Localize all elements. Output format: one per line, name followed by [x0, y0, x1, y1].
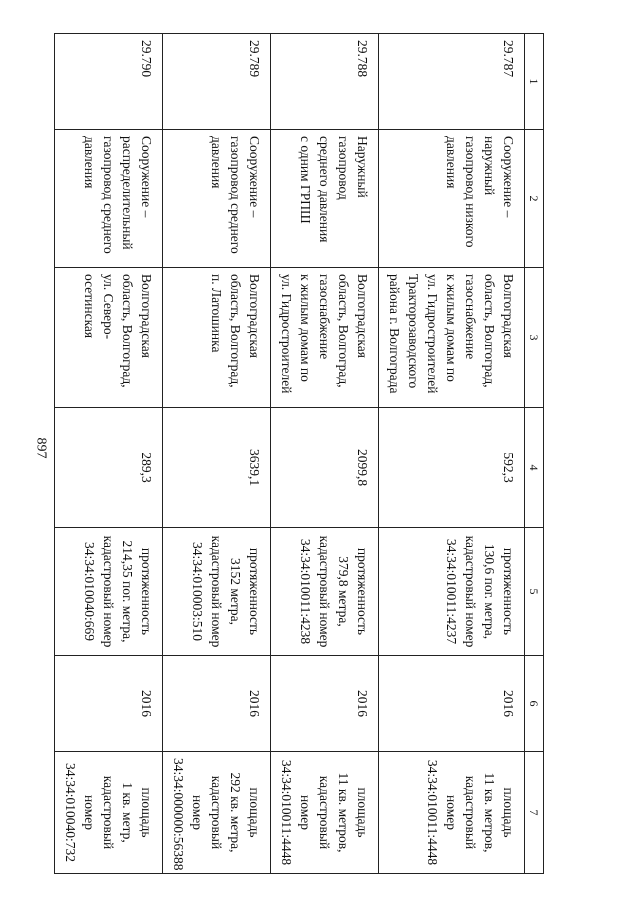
object-year: 2016 [55, 656, 163, 752]
column-header: 1 [525, 34, 544, 130]
land-info: площадь 11 кв. метров, кадастровый номер 34:34:010011:4448 [271, 752, 379, 874]
table-row [55, 34, 163, 874]
object-characteristics: протяженность 3152 метра, кадастровый номер 34:34:010003:510 [163, 528, 271, 656]
column-header: 2 [525, 130, 544, 268]
table-row [379, 34, 525, 874]
object-year: 2016 [379, 656, 525, 752]
table-row [163, 34, 271, 874]
object-value: 289,3 [55, 408, 163, 528]
row-number: 29.790 [55, 34, 163, 130]
land-info: площадь 11 кв. метров, кадастровый номер 34:34:010011:4448 [379, 752, 525, 874]
object-characteristics: протяженность 214,35 пог. метра, кадастровый номер 34:34:010040:669 [55, 528, 163, 656]
object-name: Сооружение – распределительный газопровод среднего давления [55, 130, 163, 268]
object-name: Наружный газопровод среднего давления с одним ГРПШ [271, 130, 379, 268]
object-address: Волгоградская область, Волгоград, п. Латошинка [163, 268, 271, 408]
object-value: 2099,8 [271, 408, 379, 528]
property-table [54, 33, 544, 874]
object-value: 592,3 [379, 408, 525, 528]
header-row [525, 34, 544, 874]
row-number: 29.787 [379, 34, 525, 130]
row-number: 29.789 [163, 34, 271, 130]
land-info: площадь 292 кв. метра, кадастровый номер 34:34:000000:56388 [163, 752, 271, 874]
page-number: 897 [33, 437, 49, 459]
object-year: 2016 [163, 656, 271, 752]
column-header: 3 [525, 268, 544, 408]
column-header: 7 [525, 752, 544, 874]
object-characteristics: протяженность 130,6 пог. метра, кадастровый номер 34:34:010011:4237 [379, 528, 525, 656]
table-row [271, 34, 379, 874]
object-name: Сооружение – газопровод среднего давления [163, 130, 271, 268]
land-info: площадь 1 кв. метр, кадастровый номер 34:34:010040:732 [55, 752, 163, 874]
column-header: 6 [525, 656, 544, 752]
object-address: Волгоградская область, Волгоград, газоснабжение к жилым домам по ул. Гидростроителей Тракторозаводского района г. Волгограда [379, 268, 525, 408]
object-year: 2016 [271, 656, 379, 752]
object-address: Волгоградская область, Волгоград, ул. Северо- осетинская [55, 268, 163, 408]
column-header: 4 [525, 408, 544, 528]
object-characteristics: протяженность 379,8 метра, кадастровый номер 34:34:010011:4238 [271, 528, 379, 656]
rotated-table-container [63, 33, 544, 873]
object-value: 3639,1 [163, 408, 271, 528]
object-name: Сооружение – наружный газопровод низкого давления [379, 130, 525, 268]
row-number: 29.788 [271, 34, 379, 130]
object-address: Волгоградская область, Волгоград, газоснабжение к жилым домам по ул. Гидростроителей [271, 268, 379, 408]
column-header: 5 [525, 528, 544, 656]
